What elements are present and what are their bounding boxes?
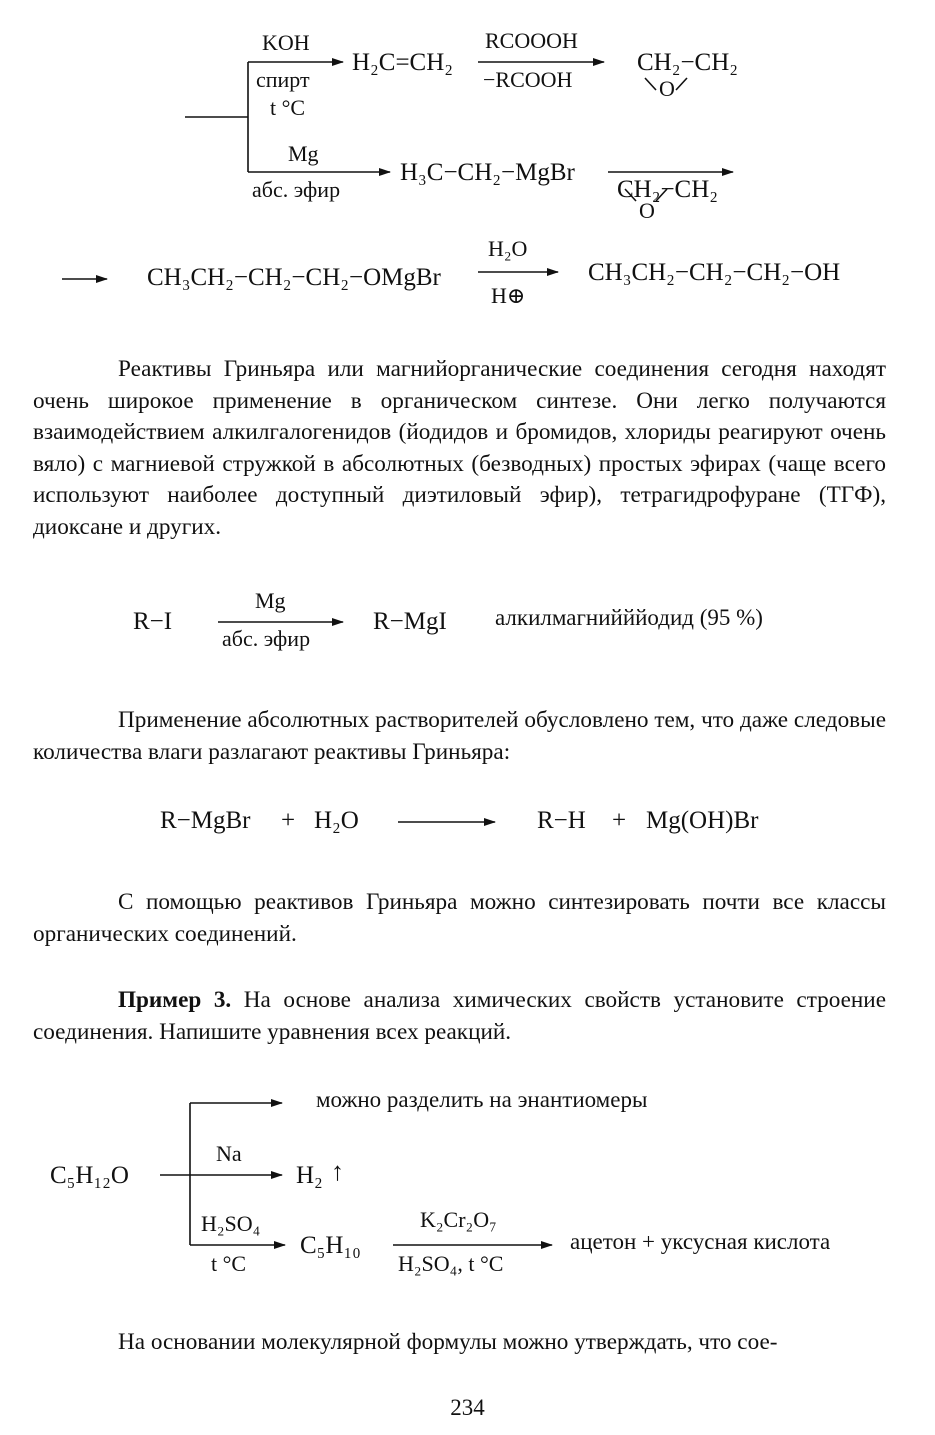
paragraph-absolute-solvents <box>33 705 886 768</box>
alkylmagnesium-iodide-formula: R−MgI <box>373 608 447 635</box>
temperature-label: t °C <box>211 1251 247 1276</box>
sulfuric-acid-label: H₂SO₄ <box>201 1211 261 1236</box>
epoxide1-bond-right <box>676 78 687 90</box>
magnesium-hydroxybromide-formula: Mg(OH)Br <box>646 807 759 834</box>
product-name-note: алкилмагнийййодид (95 %) <box>495 605 763 630</box>
paragraph-text: Реактивы Гриньяра или магнийорганические соединения сегодня находят очень широкое применение в органическом синтезе. Они легко получаются взаимодействием алкилгалогенидов (йодидов и бромидов, хлориды реагируют очень вяло) с магниевой стружкой в абсолютных (безводных) простых эфирах (чаще всего используют наиболее доступный диэтиловый эфир), тетрагидрофуране (ТГФ), диоксане и других. <box>33 356 886 540</box>
example-task: На основе анализа химических свойств установите строение соединения. Напишите уравнения всех реакций. <box>33 987 886 1045</box>
grignard-reactant-formula: R−MgBr <box>160 807 251 834</box>
ethylene-oxide-oxygen: O <box>659 76 675 101</box>
mg-label: Mg <box>288 141 319 166</box>
ether-label: абс. эфир <box>252 177 341 202</box>
spirt-label: спирт <box>256 67 310 92</box>
ethylene-oxide-formula: CH₂−CH₂ <box>637 49 738 76</box>
paragraph-text: На основании молекулярной формулы можно утверждать, что сое- <box>118 1329 778 1355</box>
paragraph-text: С помощью реактивов Гриньяра можно синтезировать почти все классы органических соединений. <box>33 889 886 947</box>
gas-evolution-arrow: ↑ <box>331 1157 344 1186</box>
paragraph-grignard-reagents <box>33 354 886 544</box>
ether-solvent-label: абс. эфир <box>222 626 311 651</box>
hydrogen-formula: H₂ <box>296 1162 323 1189</box>
compound-formula: C₅H₁₂O <box>50 1162 129 1189</box>
alkane-product-formula: R−H <box>537 807 586 834</box>
peracid-label: RCOOOH <box>485 28 578 53</box>
sodium-label: Na <box>216 1141 242 1166</box>
koh-label: KOH <box>262 30 310 55</box>
example-title: Пример 3. <box>118 987 232 1013</box>
paragraph-synthesis <box>33 887 886 950</box>
mg-reagent-label: Mg <box>255 588 286 613</box>
acid-byproduct-label: −RCOOH <box>483 67 573 92</box>
oxidation-products: ацетон + уксусная кислота <box>570 1229 831 1254</box>
page-number: 234 <box>450 1395 485 1420</box>
alkoxide-formula: CH₃CH₂−CH₂−CH₂−OMgBr <box>147 264 441 291</box>
ethylene-oxide-reagent-formula: CH₂−CH₂ <box>617 176 718 203</box>
alkene-formula: C₅H₁₀ <box>300 1232 361 1259</box>
acid-label: H⊕ <box>491 283 526 308</box>
ethylene-formula: H₂C=CH₂ <box>352 49 453 76</box>
dichromate-label: K₂Cr₂O₇ <box>420 1207 497 1232</box>
enantiomers-note: можно разделить на энантиомеры <box>316 1087 648 1112</box>
ethylmagnesium-bromide-formula: H₃C−CH₂−MgBr <box>400 159 575 186</box>
water-label: H₂O <box>488 236 528 261</box>
paragraph-text: Применение абсолютных растворителей обусловлено тем, что даже следовые количества влаги разлагают реактивы Гриньяра: <box>33 707 886 765</box>
plus-sign: + <box>281 807 296 834</box>
oxidation-conditions-label: H₂SO₄, t °C <box>398 1251 504 1276</box>
plus-sign: + <box>612 807 627 834</box>
water-formula: H₂O <box>314 807 359 834</box>
temperature-label: t °C <box>270 95 306 120</box>
paragraph-molecular-formula <box>33 1327 886 1359</box>
butanol-formula: CH₃CH₂−CH₂−CH₂−OH <box>588 259 841 286</box>
epoxide1-bond-left <box>645 78 656 90</box>
ethylene-oxide-reagent-oxygen: O <box>639 198 655 223</box>
example-3 <box>33 985 886 1048</box>
alkyl-iodide-formula: R−I <box>133 608 173 635</box>
